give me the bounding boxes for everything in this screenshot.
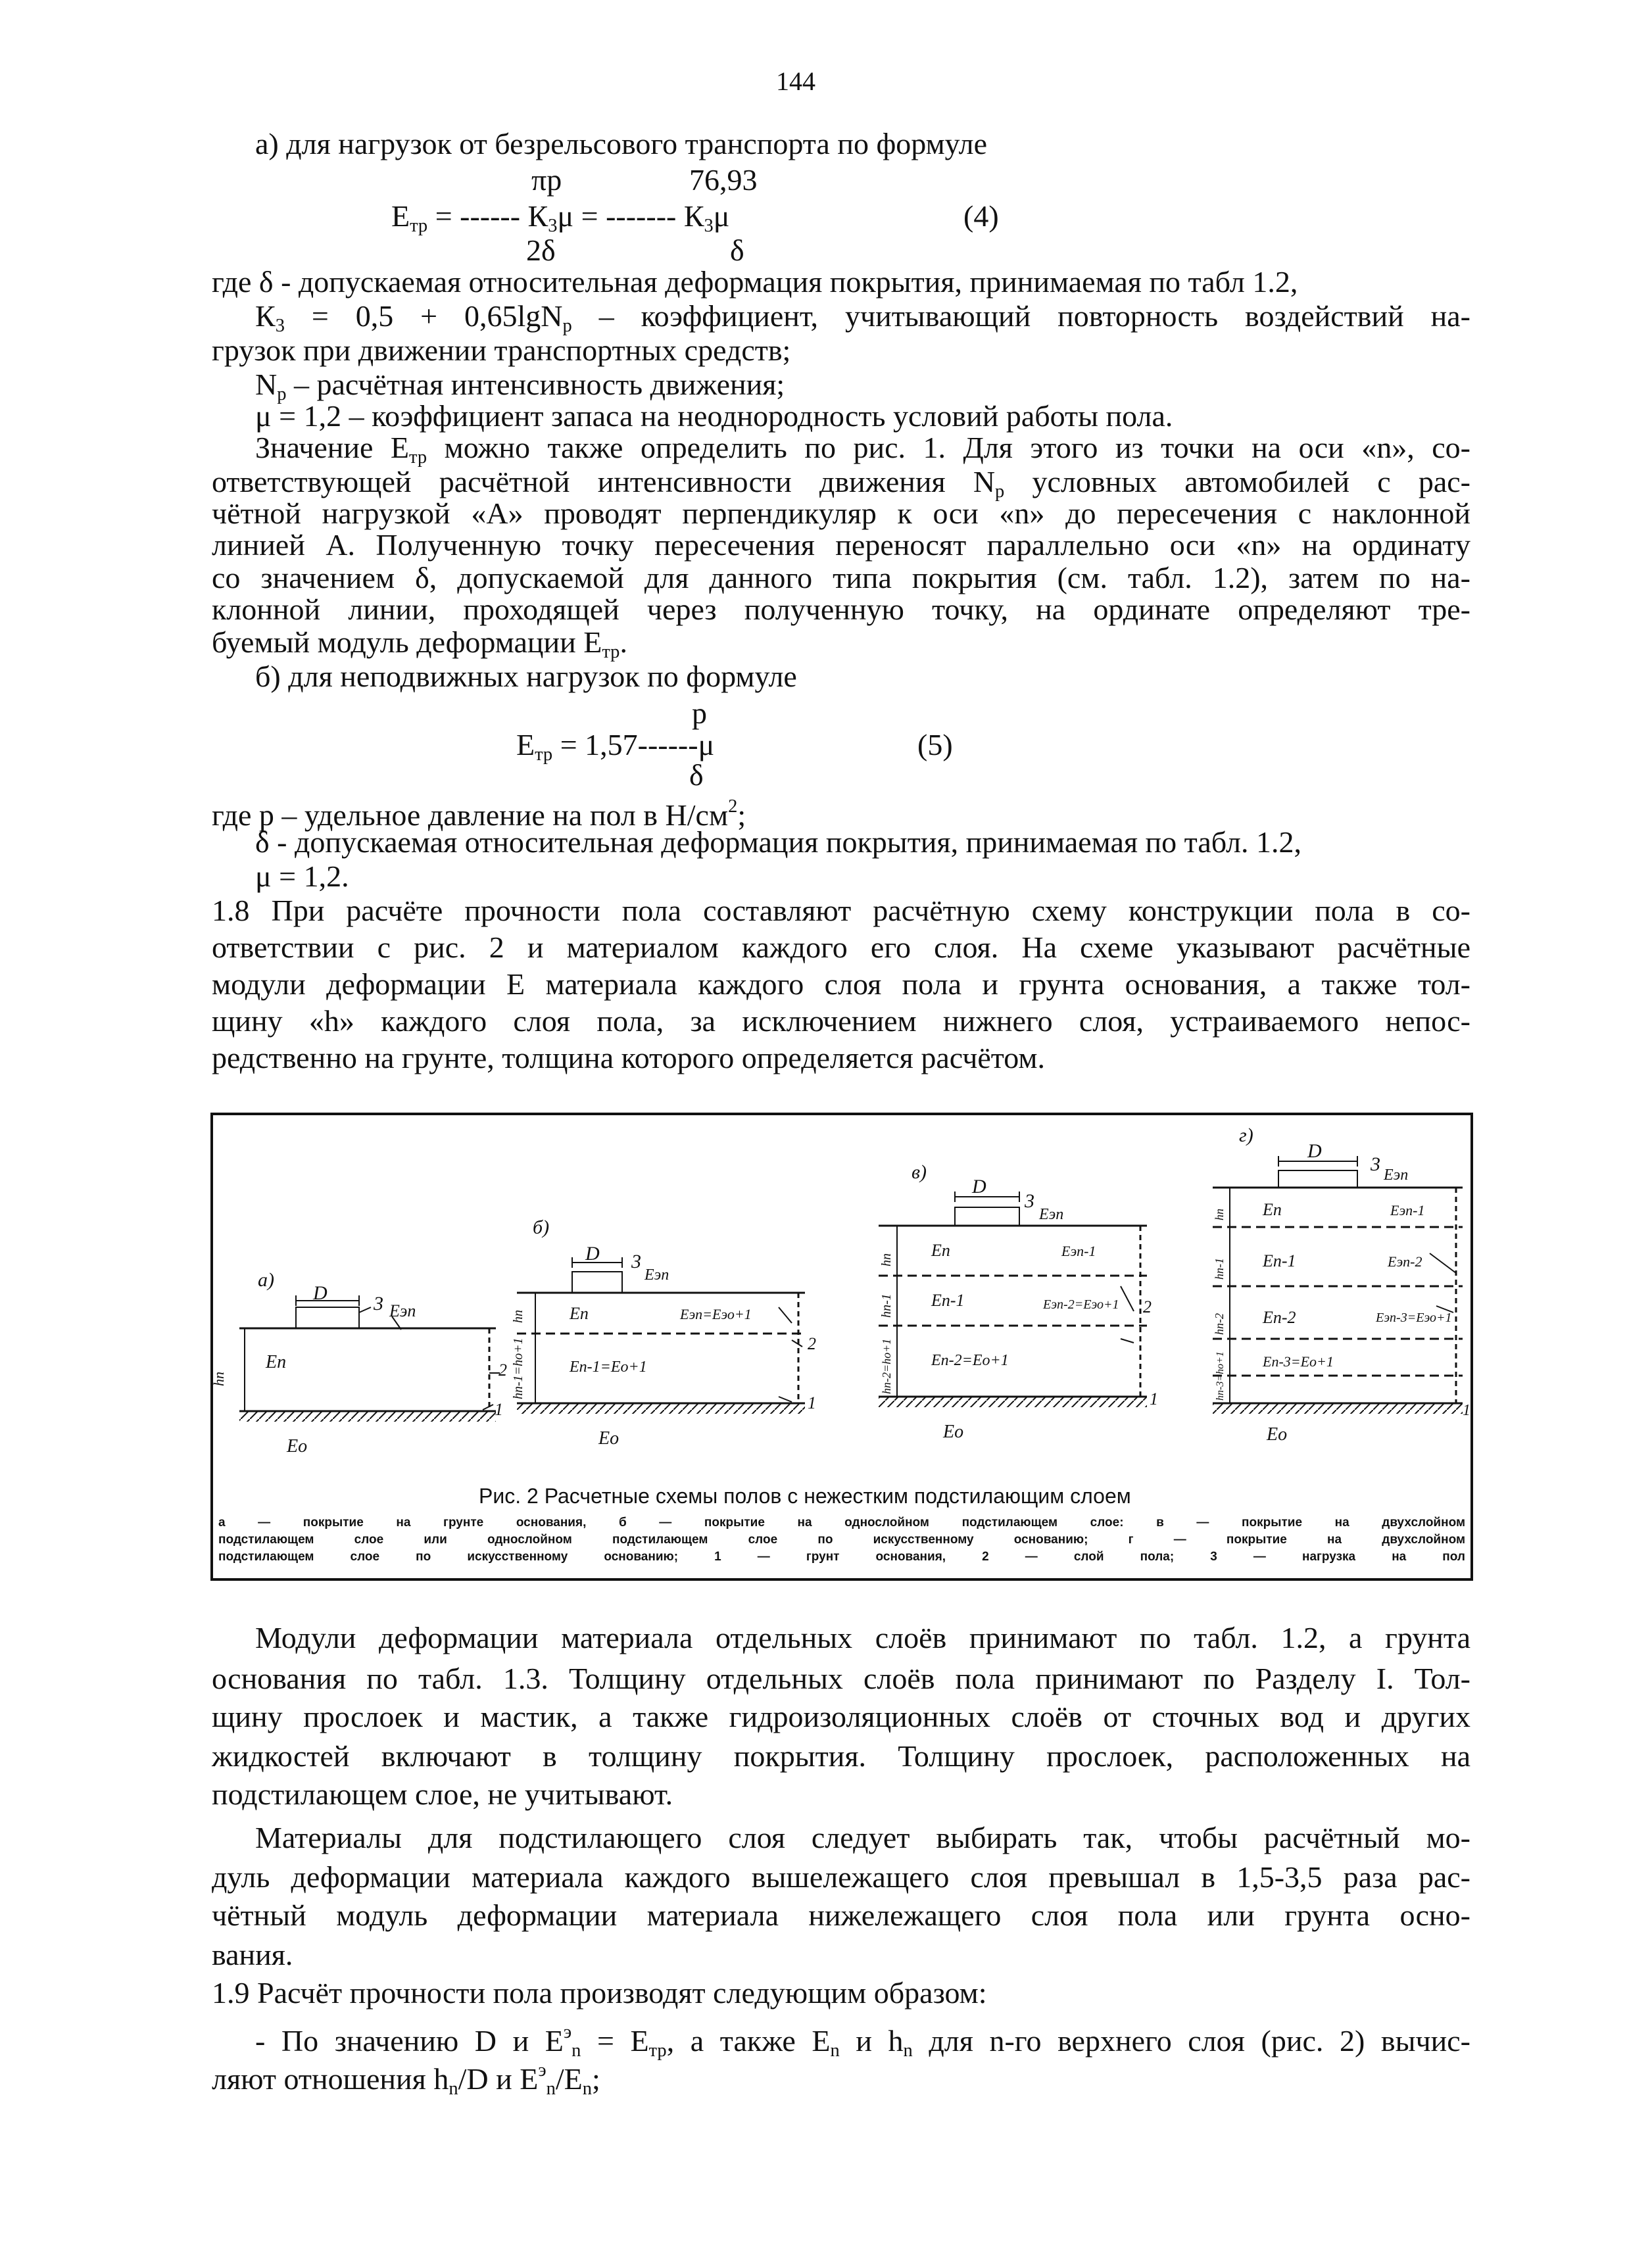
formula-4: $E_{тр}$ = ------ $К_3\mu$ = ------- $К_3\mu$	[391, 199, 730, 236]
text-line: со значением δ, допускаемой для данного типа покрытия (см. табл. 1.2), затем по на-	[212, 561, 1470, 594]
text-line: 1.9 Расчёт прочности пола производят следующим образом:	[212, 1976, 987, 2010]
thickness-label: hп-1	[879, 1293, 894, 1318]
load-marker: 3	[1371, 1153, 1380, 1175]
text-line: подстилающем слое, не учитывают.	[212, 1777, 673, 1811]
modulus-label: Eо	[1267, 1424, 1288, 1445]
modulus-label: Eо	[598, 1428, 620, 1449]
dimension-d-label: D	[313, 1282, 328, 1304]
text-line: где p – удельное давление на пол в $Н/см^2$;	[212, 796, 746, 832]
thickness-label: hп-3=hо+1	[1215, 1351, 1226, 1401]
text-line: $К_3 = 0,5 + 0,65\lg N_p$ – коэффициент, учитывающий повторность воздействий на-	[255, 299, 1470, 336]
scheme-g-label: г)	[1239, 1124, 1253, 1146]
text-line: - По значению D и $E^э_n = E_{тр}$, а также $E_n$ и $h_n$ для n-го верхнего слоя (рис. 2) вычис-	[255, 2022, 1470, 2061]
text-line: щину «h» каждого слоя пола, за исключением нижнего слоя, устраиваемого непос-	[212, 1004, 1470, 1038]
modulus-label: Eп	[931, 1241, 950, 1260]
soil-marker: 1	[808, 1393, 816, 1412]
modulus-label: Eп-2	[1263, 1308, 1296, 1327]
soil-marker: 1	[1463, 1402, 1470, 1419]
formula-5-numerator: p	[692, 696, 707, 730]
text-line: жидкостей включают в толщину покрытия. Толщину прослоек, расположенных на	[212, 1739, 1470, 1773]
thickness-label: hп	[511, 1310, 525, 1323]
modulus-label: Eэп	[389, 1301, 416, 1320]
figure-caption-line: а — покрытие на грунте основания, б — покрытие на однослойном подстилающем слое: в — покрытие на двухслойном	[218, 1516, 1465, 1529]
text-line: б) для неподвижных нагрузок по формуле	[255, 660, 797, 693]
layer-marker: 2	[808, 1334, 816, 1353]
modulus-label: Eо	[943, 1422, 964, 1442]
equality-label: Eп-2=Eо+1	[931, 1352, 1009, 1369]
text-line: чётной нагрузкой «А» проводят перпендикуляр к оси «n» до пересечения с наклонной	[212, 496, 1470, 530]
dimension-d-label: D	[1307, 1140, 1322, 1162]
text-line: 1.8 При расчёте прочности пола составляют расчётную схему конструкции пола в со-	[212, 894, 1470, 927]
text-line: ответствии с рис. 2 и материалом каждого его слоя. На схеме указывают расчётные	[212, 930, 1470, 964]
text-line: Модули деформации материала отдельных слоёв принимают по табл. 1.2, а грунта	[255, 1621, 1470, 1654]
text-line: модули деформации Е материала каждого слоя пола и грунта основания, а также тол-	[212, 967, 1470, 1001]
text-line: μ = 1,2.	[255, 859, 349, 893]
soil-marker: 1	[495, 1400, 503, 1419]
formula-5: $E_{тр} = 1,57------\mu$	[516, 728, 715, 765]
modulus-label: Eэп-1	[1061, 1243, 1096, 1259]
text-line: ляют отношения $h_n/D$ и $E^э_n/E_n$;	[212, 2060, 600, 2099]
text-line: ответствующей расчётной интенсивности движения $N_p$ условных автомобилей с рас-	[212, 465, 1470, 502]
formula-4-denominator-2: δ	[730, 233, 744, 267]
load-marker: 3	[1025, 1190, 1034, 1212]
text-line: буемый модуль деформации $Е_{тр}$.	[212, 625, 627, 662]
text-line: а) для нагрузок от безрельсового транспорта по формуле	[255, 127, 988, 160]
load-marker: 3	[631, 1251, 641, 1272]
load-marker: 3	[374, 1293, 383, 1314]
modulus-label: Eэп-2	[1388, 1253, 1422, 1270]
figure-2-diagram	[210, 1115, 1470, 1578]
thickness-label: hп	[879, 1253, 894, 1266]
figure-caption-line: подстилающем слое или однослойном подстилающем слое по искусственному основанию; г — покрытие на двухслойном	[218, 1533, 1465, 1547]
equality-label: Eэп-2=Eэо+1	[1043, 1297, 1119, 1312]
thickness-label: hп-1	[1213, 1258, 1226, 1280]
text-line: Значение $Е_{тр}$ можно также определить по рис. 1. Для этого из точки на оси «n», со-	[255, 431, 1470, 468]
text-line: где δ - допускаемая относительная деформация покрытия, принимаемая по табл 1.2,	[212, 265, 1298, 299]
text-line: щину прослоек и мастик, а также гидроизоляционных слоёв от сточных вод и других	[212, 1700, 1470, 1733]
soil-marker: 1	[1150, 1389, 1158, 1409]
modulus-label: Eо	[287, 1436, 308, 1457]
text-line: дуль деформации материала каждого вышележащего слоя превышал в 1,5-3,5 раза рас-	[212, 1860, 1470, 1894]
modulus-label: Eп	[266, 1352, 287, 1372]
modulus-label: Eэп	[1039, 1206, 1064, 1223]
modulus-label: Eп	[570, 1304, 589, 1323]
equality-label: Eп-1=Eо+1	[570, 1359, 647, 1376]
scheme-a-label: а)	[258, 1269, 274, 1291]
text-line: $N_p$ – расчётная интенсивность движения;	[255, 368, 785, 404]
formula-5-denominator: δ	[689, 758, 704, 792]
modulus-label: Eэп	[1384, 1167, 1409, 1184]
text-line: линией А. Полученную точку пересечения переносят параллельно оси «n» на ординату	[212, 528, 1470, 562]
text-line: μ = 1,2 – коэффициент запаса на неоднородность условий работы пола.	[255, 399, 1173, 433]
dimension-d-label: D	[585, 1243, 600, 1264]
text-line: δ - допускаемая относительная деформация покрытия, принимаемая по табл. 1.2,	[255, 825, 1301, 859]
modulus-label: Eп	[1263, 1200, 1282, 1219]
scheme-g	[1213, 1156, 1463, 1414]
text-line: основания по табл. 1.3. Толщину отдельных слоёв пола принимают по Разделу I. Тол-	[212, 1662, 1470, 1695]
formula-4-denominator-1: 2δ	[526, 233, 556, 267]
dimension-d-label: D	[972, 1176, 986, 1197]
equality-label: Eп-3=Eо+1	[1263, 1353, 1334, 1370]
text-line: клонной линии, проходящей через полученную точку, на ординате определяют тре-	[212, 592, 1470, 626]
text-line: редственно на грунте, толщина которого определяется расчётом.	[212, 1041, 1046, 1074]
thickness-label: hп-1=hо+1	[511, 1337, 525, 1399]
thickness-label: hп-2	[1213, 1313, 1226, 1335]
formula-5-number: (5)	[917, 728, 953, 761]
scheme-b-label: б)	[533, 1216, 550, 1238]
figure-caption-title: Рис. 2 Расчетные схемы полов с нежестким подстилающим слоем	[479, 1484, 1131, 1508]
equality-label: Eэп-3=Eэо+1	[1376, 1311, 1452, 1325]
thickness-label: hп-2=hо+1	[880, 1338, 893, 1394]
modulus-label: Eп-1	[931, 1291, 965, 1310]
figure-2-frame	[210, 1113, 1473, 1581]
thickness-label: hп	[210, 1372, 227, 1386]
formula-4-numerator-2: 76,93	[689, 163, 758, 197]
text-line: Материалы для подстилающего слоя следует выбирать так, чтобы расчётный мо-	[255, 1821, 1470, 1854]
modulus-label: Eэп-1	[1390, 1202, 1425, 1218]
scheme-v-label: в)	[911, 1161, 927, 1183]
figure-caption-line: подстилающем слое по искусственному основанию; 1 — грунт основания, 2 — слой пола; 3 — нагрузка на пол	[218, 1550, 1465, 1564]
page-number: 144	[776, 66, 815, 96]
layer-marker: 2	[1143, 1297, 1152, 1316]
formula-4-numerator-1: πp	[531, 163, 562, 197]
text-line: грузок при движении транспортных средств;	[212, 333, 791, 367]
modulus-label: Eп-1	[1263, 1251, 1296, 1270]
equality-label: Eэп=Eэо+1	[680, 1306, 752, 1322]
modulus-label: Eэп	[644, 1266, 669, 1284]
layer-marker: 2	[498, 1361, 507, 1380]
thickness-label: hп	[1213, 1209, 1226, 1220]
text-line: вания.	[212, 1938, 293, 1971]
text-line: чётный модуль деформации материала нижележащего слоя пола или грунта осно-	[212, 1898, 1470, 1932]
formula-4-number: (4)	[963, 199, 999, 233]
